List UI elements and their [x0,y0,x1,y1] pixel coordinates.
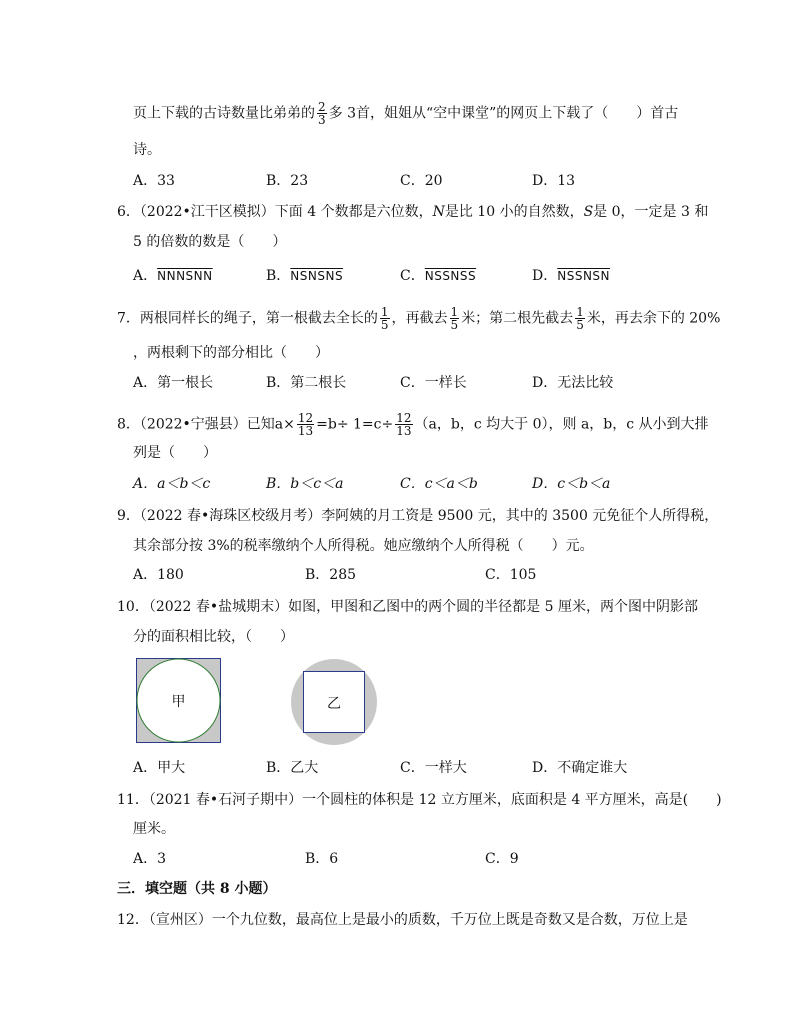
q6-option-c[interactable]: C．NSSNSS [400,268,477,284]
figure-jia-label: 甲 [171,694,186,710]
q7-line2: ，两根剩下的部分相比（ ） [133,345,329,361]
q5-options [0,171,794,191]
q8-fraction-2: $\frac{12}{13}$ [396,411,412,438]
q11-line2: 厘米。 [133,821,175,837]
q7-fraction-1: $\frac{1}{5}$ [380,305,389,332]
q8-option-a[interactable]: A．a＜b＜c [133,476,211,492]
q10-option-a[interactable]: A．甲大 [133,760,186,776]
q12-line1: 12．（宣州区）一个九位数，最高位上是最小的质数，千万位上既是奇数又是合数，万位上是 [117,912,688,928]
q8-line2: 列是（ ） [133,445,217,461]
q10-line2: 分的面积相比较，（ ） [133,629,294,645]
q5-fraction: $\frac{2}{3}$ [318,100,326,127]
q7-line1: 7．两根同样长的绳子，第一根截去全长的 $\frac{1}{5}$ ，再截去 $\frac{1}{5}$ 米；第二根先截去 $\frac{1}{5}$ 米，再去余下的 20% [117,305,721,332]
q8-option-b[interactable]: B．b＜c＜a [266,476,344,492]
q7-option-b[interactable]: B．第二根长 [266,375,347,391]
q7-option-d[interactable]: D．无法比较 [532,375,614,391]
q7-fraction-3: $\frac{1}{5}$ [576,305,584,332]
figure-yi-label: 乙 [327,696,341,712]
q9-option-b[interactable]: B．285 [305,567,357,583]
q8-options [0,474,794,494]
q9-option-c[interactable]: C．105 [485,567,537,583]
q10-option-d[interactable]: D．不确定谁大 [532,760,628,776]
q11-options [0,849,794,869]
q6-line1: 6．（2022•江干区模拟）下面 4 个数都是六位数，N是比 10 小的自然数，S是 0，一定是 3 和 [117,204,709,220]
q7-fraction-2: $\frac{1}{5}$ [450,305,459,332]
q5-line2: 诗。 [133,142,161,158]
q6-options [0,266,794,286]
q9-line2: 其余部分按 3%的税率缴纳个人所得税。她应缴纳个人所得税（ ）元。 [133,538,594,554]
q6-option-b[interactable]: B．NSNSNS [266,268,344,284]
q7-options [0,373,794,393]
q5-option-a[interactable]: A．33 [133,173,175,189]
q8-line1: 8．（2022•宁强县）已知a× $\frac{12}{13}$ =b÷ 1=c÷ $\frac{12}{13}$ （a，b，c 均大于 0），则 a，b，c 从小到大排 [117,411,709,438]
q9-options [0,565,794,585]
figure-jia [136,658,222,744]
q10-option-c[interactable]: C．一样大 [400,760,467,776]
q8-option-d[interactable]: D．c＜b＜a [532,476,611,492]
q7-option-c[interactable]: C．一样长 [400,375,467,391]
q11-line1: 11．（2021 春•石河子期中）一个圆柱的体积是 12 立方厘米，底面积是 4 平方厘米，高是( ) [117,792,722,808]
q9-option-a[interactable]: A．180 [133,567,184,583]
q6-option-d[interactable]: D．NSSNSN [532,268,611,284]
q6-line2: 5 的倍数的数是（ ） [133,234,287,250]
q6-option-a[interactable]: A．NNNSNN [133,268,213,284]
section-heading: 三．填空题（共 8 小题） [117,881,277,897]
q5-option-c[interactable]: C．20 [400,173,443,189]
q8-option-c[interactable]: C．c＜a＜b [400,476,478,492]
q5-option-d[interactable]: D．13 [532,173,576,189]
q11-option-b[interactable]: B．6 [305,851,339,867]
q11-option-c[interactable]: C．9 [485,851,519,867]
q10-options [0,758,794,778]
q10-option-b[interactable]: B．乙大 [266,760,319,776]
q7-option-a[interactable]: A．第一根长 [133,375,214,391]
q11-option-a[interactable]: A．3 [133,851,167,867]
q8-fraction-1: $\frac{12}{13}$ [297,411,314,438]
q5-line1: 页上下载的古诗数量比弟弟的 $\frac{2}{3}$ 多 3首，姐姐从“空中课堂”的网页上下载了（ ）首古 [133,100,679,127]
q5-option-b[interactable]: B．23 [266,173,309,189]
q10-line1: 10．（2022 春•盐城期末）如图，甲图和乙图中的两个圆的半径都是 5 厘米，两个图中阴影部 [117,599,698,615]
q9-line1: 9．（2022 春•海珠区校级月考）李阿姨的月工资是 9500 元，其中的 3500 元免征个人所得税， [117,508,719,524]
figure-yi [290,658,378,746]
